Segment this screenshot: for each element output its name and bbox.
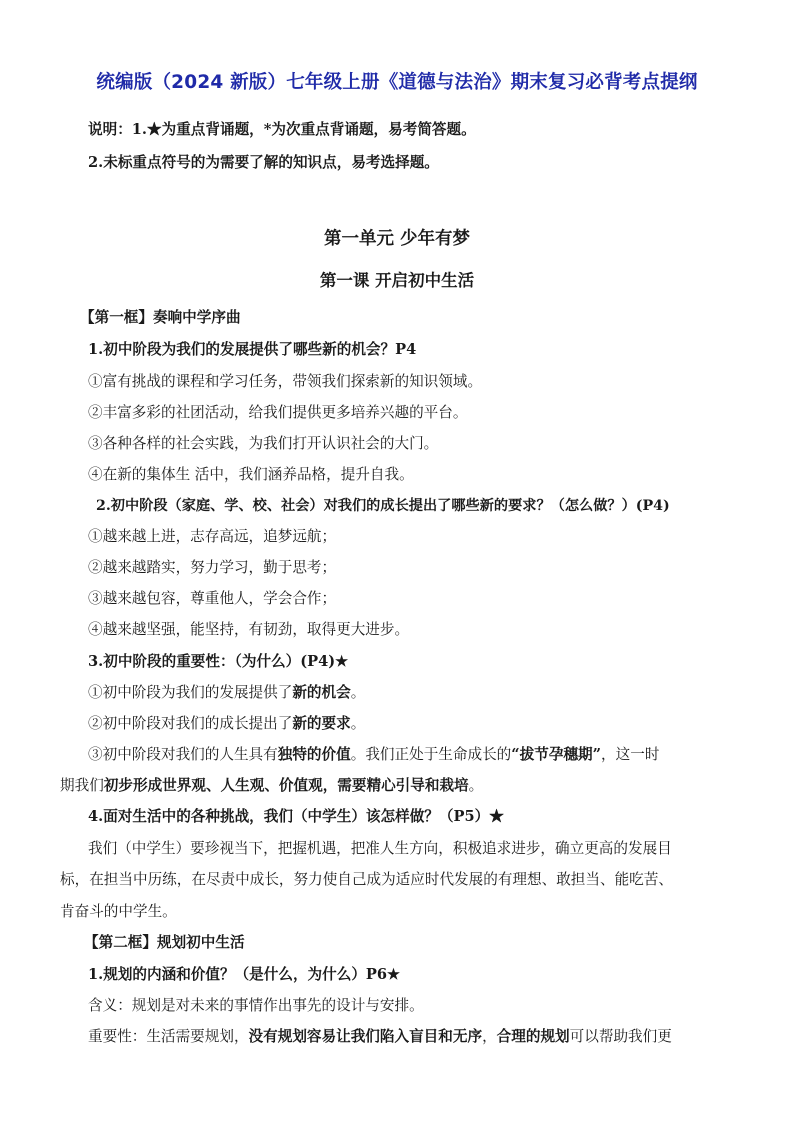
text-span: 规划初中生活: [156, 934, 245, 951]
emphasis-text: 合理的规划: [496, 1028, 570, 1045]
text-span: ②初中阶段对我们的成长提出了: [88, 715, 293, 732]
paragraph-line: 我们（中学生）要珍视当下，把握机遇，把准人生方向，积极追求进步，确立更高的发展目: [88, 840, 672, 857]
note-line-2: 2.未标重点符号的为需要了解的知识点，易考选择题。: [88, 154, 439, 171]
question-1-4: 4.面对生活中的各种挑战，我们（中学生）该怎样做？（P5）★: [88, 808, 504, 825]
list-item: ①富有挑战的课程和学习任务，带领我们探索新的知识领域。: [88, 373, 483, 390]
paragraph-line: [88, 1027, 672, 1047]
list-item: ④越来越坚强，能坚持，有韧劲，取得更大进步。: [88, 621, 410, 638]
list-item: ②越来越踏实，努力学习，勤于思考；: [88, 559, 337, 576]
text-span: 可以帮助我们更: [569, 1028, 672, 1045]
emphasis-text: 没有规划容易让我们陷入盲目和无序: [248, 1028, 483, 1045]
emphasis-text: “拔节孕穗期”: [511, 746, 602, 763]
text-span: 。: [350, 715, 366, 732]
text-span: ，: [482, 1028, 497, 1045]
question-2-1: 1.规划的内涵和价值？（是什么，为什么）P6★: [88, 966, 401, 983]
list-item: [88, 714, 365, 734]
text-span: 期我们: [60, 777, 104, 794]
question-1-2: 2.初中阶段（家庭、学、校、社会）对我们的成长提出了哪些新的要求？（怎么做？）(P4): [96, 498, 670, 514]
list-item: ③各种各样的社会实践，为我们打开认识社会的大门。: [88, 435, 439, 452]
lesson-title: 第一课 开启初中生活: [319, 271, 475, 290]
list-item: [88, 745, 659, 765]
text-span: 。: [350, 684, 366, 701]
text-span: 重要性：生活需要规划，: [88, 1028, 249, 1045]
note-line-1: 说明：1.★为重点背诵题，*为次重点背诵题，易考简答题。: [88, 121, 476, 138]
question-1-3: 3.初中阶段的重要性：（为什么）(P4)★: [88, 653, 349, 670]
list-item: ①越来越上进，志存高远，追梦远航；: [88, 528, 337, 545]
paragraph-line: 肯奋斗的中学生。: [60, 903, 177, 920]
list-item-continuation: [60, 776, 483, 796]
emphasis-text: 新的要求: [292, 715, 351, 732]
paragraph-line: 标，在担当中历练，在尽责中成长，努力使自己成为适应时代发展的有理想、敢担当、能吃苦、: [60, 871, 673, 888]
emphasis-text: 【第二框】: [84, 934, 157, 951]
text-span: ，这一时: [601, 746, 660, 763]
text-span: 。我们正处于生命成长的: [350, 746, 512, 763]
emphasis-text: 新的机会: [292, 684, 351, 701]
list-item: [88, 683, 365, 703]
document-title: 统编版（2024 新版）七年级上册《道德与法治》期末复习必背考点提纲: [96, 72, 698, 93]
list-item: ④在新的集体生 活中，我们涵养品格，提升自我。: [88, 466, 414, 483]
text-span: ①初中阶段为我们的发展提供了: [88, 684, 293, 701]
emphasis-text: 初步形成世界观、人生观、价值观，需要精心引导和栽培: [103, 777, 469, 794]
section2-heading: [84, 933, 245, 953]
paragraph-line: 含义：规划是对未来的事情作出事先的设计与安排。: [88, 997, 424, 1014]
emphasis-text: 独特的价值: [277, 746, 351, 763]
section1-heading: 【第一框】奏响中学序曲: [80, 309, 241, 326]
question-1-1: 1.初中阶段为我们的发展提供了哪些新的机会？P4: [88, 341, 417, 358]
text-span: ③初中阶段对我们的人生具有: [88, 746, 278, 763]
list-item: ②丰富多彩的社团活动，给我们提供更多培养兴趣的平台。: [88, 404, 468, 421]
unit-title: 第一单元 少年有梦: [323, 229, 471, 249]
list-item: ③越来越包容，尊重他人，学会合作；: [88, 590, 337, 607]
text-span: 。: [468, 777, 484, 794]
